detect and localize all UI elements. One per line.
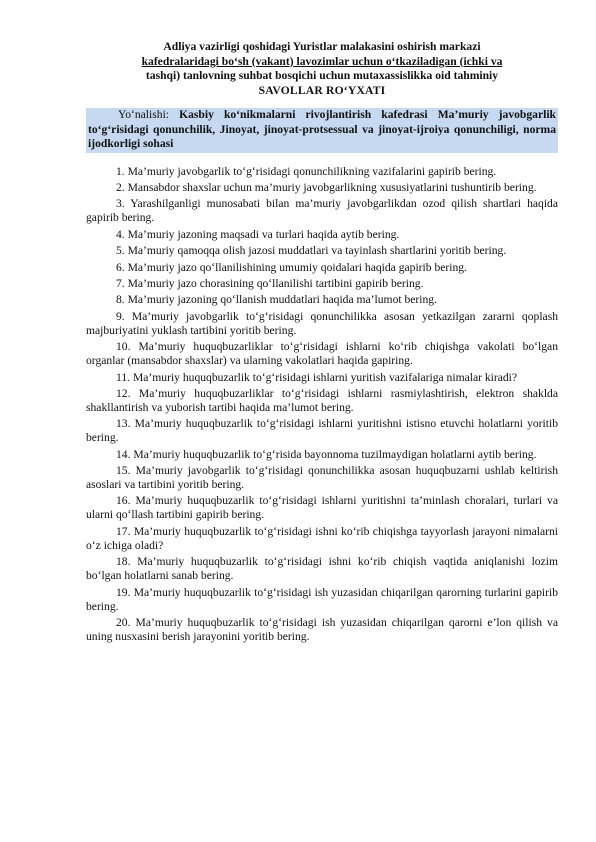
question-item: 14. Ma’muriy huquqbuzarlik to‘g‘risida bayonnoma tuzilmaydigan holatlarni aytib bering.	[116, 447, 537, 461]
question-item: 15. Ma’muriy javobgarlik to‘g‘risidagi qonunchilikka asosan huquqbuzarni ushlab keltirish asoslari va tartibini yoritib bering.	[86, 464, 558, 492]
direction-label: Yo‘nalishi:	[118, 108, 180, 122]
question-item: 10. Ma’muriy huquqbuzarliklar to‘g‘risidagi ishlarni ko‘rib chiqishga vakolati bo‘lgan organlar (mansabdor shaxslar) va ularning vakolatlari haqida gapiring.	[86, 340, 558, 368]
document-title	[86, 40, 558, 98]
question-item: 13. Ma’muriy huquqbuzarlik to‘g‘risidagi ishlarni yuritishni istisno etuvchi holatlarni yoritib bering.	[86, 417, 558, 445]
question-item: 11. Ma’muriy huquqbuzarlik to‘g‘risidagi ishlarni yuritish vazifalariga nimalar kiradi?	[116, 370, 518, 384]
question-item: 20. Ma’muriy huquqbuzarlik to‘g‘risidagi ish yuzasidan chiqarilgan qarorni e’lon qilish va uning nusxasini berish jarayonini yoritib bering.	[86, 616, 558, 644]
title-line-2: kafedralaridagi bo‘sh (vakant) lavozimlar uchun o‘tkaziladigan (ichki va	[141, 54, 503, 68]
direction-value: Kasbiy ko‘nikmalarni rivojlantirish kafedrasi Ma’muriy javobgarlik to‘g‘risidagi qonunchilik, Jinoyat, jinoyat-protsessual va jinoyat-ijroiya qonunchiligi, norma ijodkorligi sohasi	[88, 108, 556, 151]
question-item: 1. Ma’muriy javobgarlik to‘g‘risidagi qonunchilikning vazifalarini gapirib bering.	[116, 164, 497, 178]
title-line-4: SAVOLLAR RO‘YXATI	[258, 83, 386, 97]
question-item: 16. Ma’muriy huquqbuzarlik to‘g‘risidagi ishlarni yuritishni ta’minlash choralari, turlari va ularni qo‘llash tartibini gapirib bering.	[86, 494, 558, 522]
direction-block	[86, 108, 558, 152]
question-item: 18. Ma’muriy huquqbuzarlik to‘g‘risidagi ishni ko‘rib chiqish vaqtida aniqlanishi lozim bo‘lgan holatlarni sanab bering.	[86, 555, 558, 583]
question-item: 17. Ma’muriy huquqbuzarlik to‘g‘risidagi ishni ko‘rib chiqishga tayyorlash jarayoni nimalarni o‘z ichiga oladi?	[86, 524, 558, 552]
question-item: 2. Mansabdor shaxslar uchun ma’muriy javobgarlikning xususiyatlarini tushuntirib bering.	[116, 180, 537, 194]
question-item: 3. Yarashilganligi munosabati bilan ma’muriy javobgarlikdan ozod qilish shartlari haqida gapirib bering.	[86, 197, 558, 225]
title-line-3: tashqi) tanlovning suhbat bosqichi uchun mutaxassislikka oid tahminiy	[145, 69, 499, 83]
question-item: 6. Ma’muriy jazo qo‘llanilishining umumiy qoidalari haqida gapirib bering.	[116, 260, 467, 274]
question-item: 19. Ma’muriy huquqbuzarlik to‘g‘risidagi ish yuzasidan chiqarilgan qarorning turlarini gapirib bering.	[86, 585, 558, 613]
question-item: 12. Ma’muriy huquqbuzarliklar to‘g‘risidagi ishlarni rasmiylashtirish, elektron shaklda shakllantirish va yuborish tartibi haqida ma’lumot bering.	[86, 386, 558, 414]
question-item: 5. Ma’muriy qamoqqa olish jazosi muddatlari va tayinlash shartlarini yoritib bering.	[116, 244, 507, 258]
question-item: 7. Ma’muriy jazo chorasining qo‘llanilishi tartibini gapirib bering.	[116, 276, 424, 290]
title-line-1: Adliya vazirligi qoshidagi Yuristlar malakasini oshirish markazi	[163, 40, 481, 53]
question-item: 4. Ma’muriy jazoning maqsadi va turlari haqida aytib bering.	[116, 227, 400, 241]
question-item: 9. Ma’muriy javobgarlik to‘g‘risidagi qonunchilikka asosan yetkazilgan zararni qoplash majburiyatini yuklash tartibini yoritib bering.	[86, 309, 558, 337]
questions-list	[86, 165, 558, 644]
question-item: 8. Ma’muriy jazoning qo‘llanish muddatlari haqida ma’lumot bering.	[116, 293, 438, 307]
